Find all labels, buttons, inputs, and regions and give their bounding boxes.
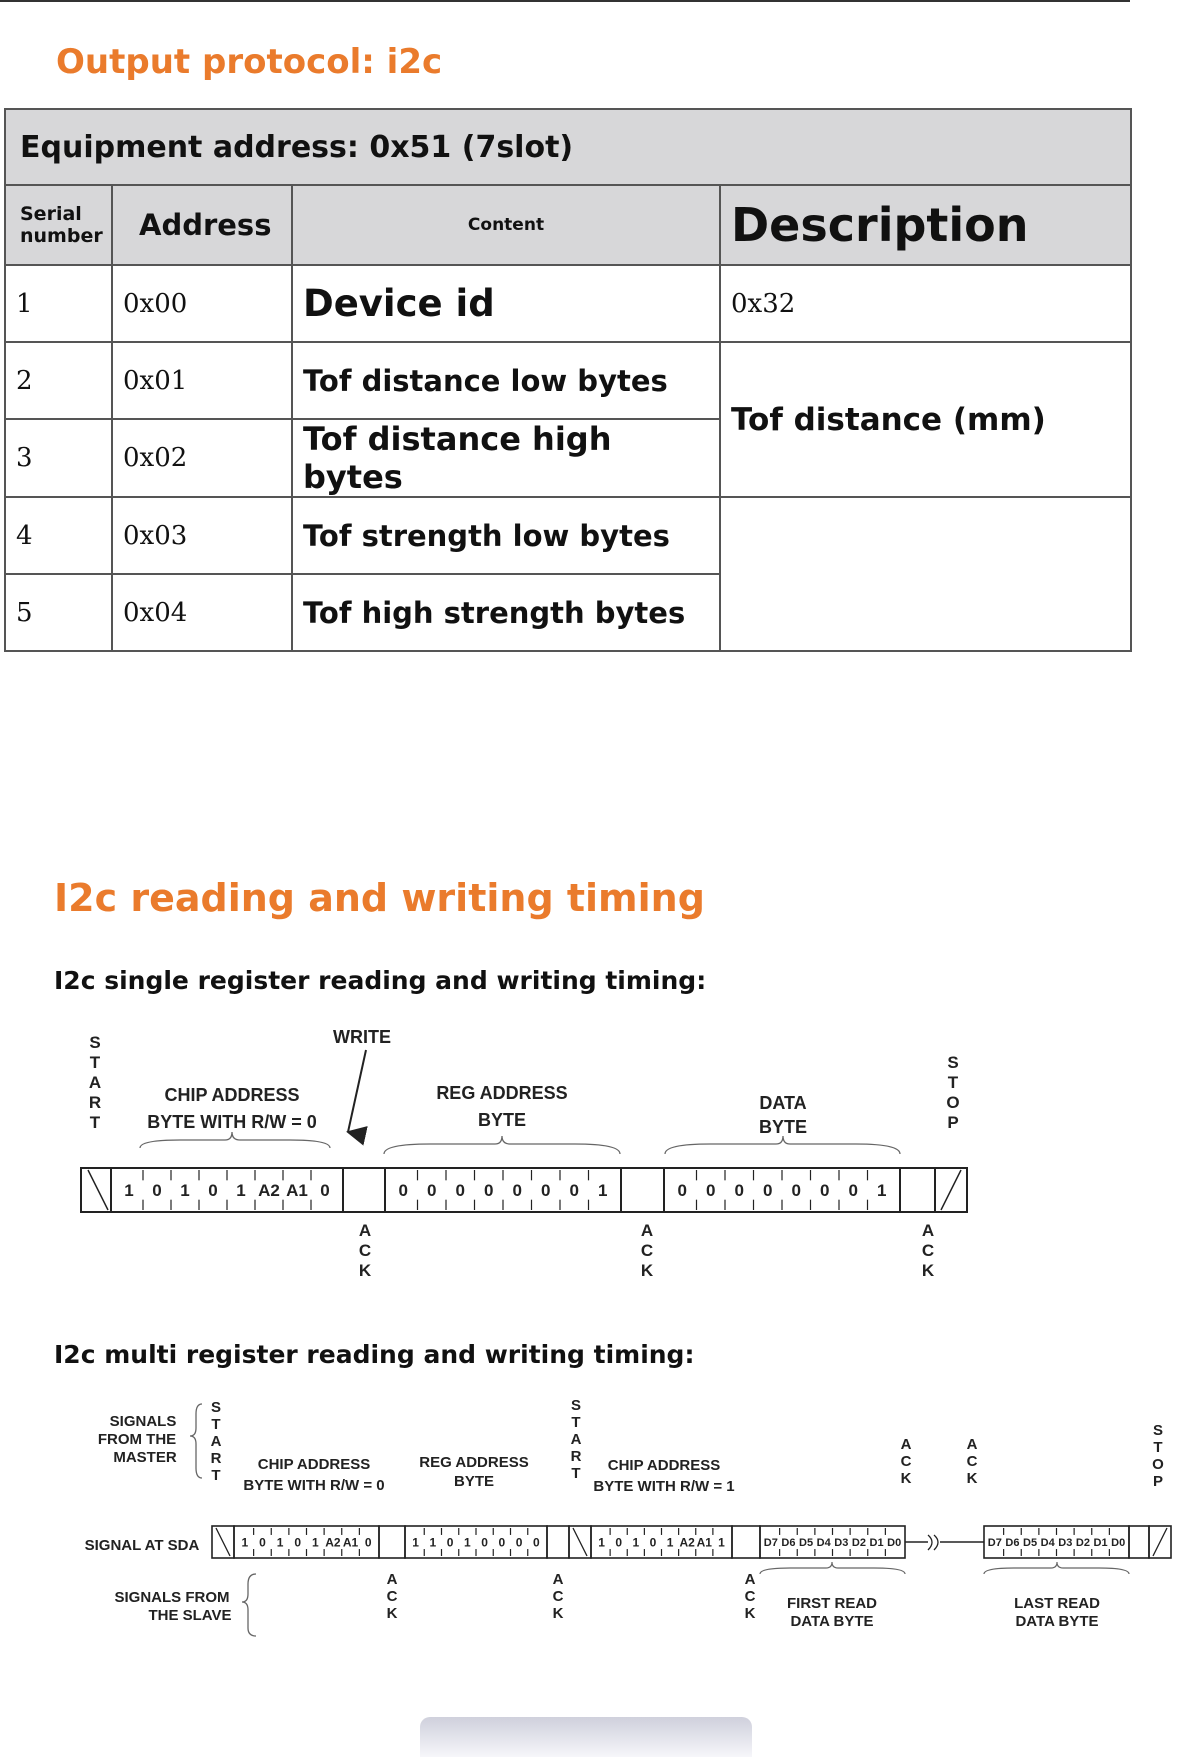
bit-value: 0 <box>706 1181 716 1201</box>
header-serial: Serial number <box>5 185 112 265</box>
bit-value: D2 <box>1075 1536 1090 1549</box>
top-divider <box>0 0 1130 2</box>
bit-value: A2 <box>258 1181 280 1201</box>
master-label-2: FROM THE <box>97 1431 177 1448</box>
description-cell: Tof distance (mm) <box>720 342 1131 497</box>
master-label-3: MASTER <box>113 1449 177 1466</box>
bit-value: 0 <box>615 1535 623 1550</box>
table-row <box>5 497 1131 574</box>
bit-value: 0 <box>481 1535 488 1550</box>
home-indicator <box>420 1717 752 1757</box>
chip1-label-2: BYTE WITH R/W = 1 <box>593 1478 735 1495</box>
first-read-label-1: FIRST READ <box>787 1595 877 1612</box>
register-table <box>4 108 1132 652</box>
bit-value: 1 <box>412 1535 419 1550</box>
serial-cell: 5 <box>5 574 112 651</box>
bit-value: 1 <box>718 1535 725 1550</box>
bit-value: D3 <box>834 1536 849 1549</box>
content-cell: Tof distance low bytes <box>292 342 720 419</box>
data-brace <box>665 1136 900 1154</box>
serial-cell: 1 <box>5 265 112 342</box>
single-timing-diagram <box>0 1010 1179 1310</box>
bit-value: 1 <box>598 1181 608 1201</box>
last-read-label-1: LAST READ <box>1014 1595 1100 1612</box>
bit-value: 0 <box>791 1181 801 1201</box>
master-brace <box>190 1404 202 1478</box>
chip0-label-1: CHIP ADDRESS <box>257 1456 371 1473</box>
ack-cell-1 <box>343 1168 385 1212</box>
content-cell: Device id <box>292 265 720 342</box>
header-content: Content <box>292 185 720 265</box>
bit-value: 1 <box>124 1181 134 1201</box>
data-label-2: BYTE <box>758 1117 808 1137</box>
bit-value: 0 <box>649 1535 657 1550</box>
description-cell: 0x32 <box>720 265 1131 342</box>
last-read-brace <box>984 1562 1129 1574</box>
data-label-1: DATA <box>759 1093 807 1113</box>
bit-value: 0 <box>320 1181 330 1201</box>
bit-value: 0 <box>446 1535 454 1550</box>
bit-value: 0 <box>484 1181 494 1201</box>
bit-value: D6 <box>781 1536 796 1549</box>
bit-value: D4 <box>1040 1536 1055 1549</box>
chip-brace <box>140 1132 330 1148</box>
bit-value: D2 <box>851 1536 866 1549</box>
stop-label: S T O P <box>1152 1422 1164 1490</box>
serial-cell: 4 <box>5 497 112 574</box>
bit-value: A2 <box>325 1535 341 1550</box>
stop-slash <box>941 1170 961 1210</box>
bit-value: 0 <box>427 1181 437 1201</box>
stop-slash <box>1153 1528 1167 1556</box>
bit-value: 1 <box>877 1181 887 1201</box>
write-arrow <box>348 1050 366 1132</box>
bit-value: D4 <box>816 1536 831 1549</box>
sda-label: SIGNAL AT SDA <box>84 1537 200 1554</box>
bit-value: D5 <box>1023 1536 1038 1549</box>
multi-timing-title: I2c multi register reading and writing timing: <box>54 1340 695 1369</box>
chip-label-2: BYTE WITH R/W = 0 <box>147 1112 317 1132</box>
ack-label: A C K <box>552 1571 564 1622</box>
last-read-label-2: DATA BYTE <box>1015 1613 1099 1630</box>
description-cell-empty <box>720 497 1131 651</box>
bit-value: A1 <box>286 1181 308 1201</box>
start-label: S T A R T <box>88 1033 102 1132</box>
address-cell: 0x04 <box>112 574 292 651</box>
protocol-title: Output protocol: i2c <box>56 42 443 82</box>
bit-value: 1 <box>666 1535 674 1550</box>
ack-cell-3 <box>900 1168 935 1212</box>
content-cell: Tof strength low bytes <box>292 497 720 574</box>
header-address: Address <box>112 185 292 265</box>
serial-cell: 2 <box>5 342 112 419</box>
bit-value: 1 <box>241 1535 249 1550</box>
chip0-label-2: BYTE WITH R/W = 0 <box>243 1477 385 1494</box>
bit-value: 0 <box>734 1181 744 1201</box>
bit-value: 0 <box>820 1181 830 1201</box>
ack-label: A C K <box>966 1436 978 1487</box>
bit-value: D5 <box>799 1536 814 1549</box>
bit-value: 1 <box>429 1535 437 1550</box>
bit-value: 0 <box>512 1181 522 1201</box>
ack-label: A C K <box>640 1221 654 1280</box>
bit-value: 0 <box>533 1535 540 1550</box>
bit-value: D0 <box>887 1536 902 1549</box>
bit-value: D7 <box>763 1536 778 1549</box>
start-label: S T A R T <box>570 1397 582 1482</box>
bit-value: 0 <box>455 1181 465 1201</box>
bit-value: 0 <box>152 1181 162 1201</box>
reg-label-1: REG ADDRESS <box>436 1083 568 1103</box>
table-row <box>5 265 1131 342</box>
slave-label-1: SIGNALS FROM <box>114 1589 230 1606</box>
bit-value: 1 <box>598 1535 605 1550</box>
bit-value: A1 <box>342 1535 359 1550</box>
break-mark <box>928 1535 938 1550</box>
chip-label-1: CHIP ADDRESS <box>164 1085 300 1105</box>
slave-brace <box>242 1574 256 1636</box>
bit-value: D7 <box>987 1536 1002 1549</box>
address-cell: 0x03 <box>112 497 292 574</box>
reg-label-2: BYTE <box>453 1473 495 1490</box>
bit-value: 0 <box>848 1181 858 1201</box>
reg-label-2: BYTE <box>477 1110 527 1130</box>
bit-value: 0 <box>677 1181 687 1201</box>
content-cell: Tof distance high bytes <box>292 419 720 497</box>
address-cell: 0x02 <box>112 419 292 497</box>
ack-label: A C K <box>386 1571 398 1622</box>
write-label: WRITE <box>333 1027 391 1047</box>
slave-label-2: THE SLAVE <box>148 1607 232 1624</box>
bit-value: 0 <box>498 1535 506 1550</box>
serial-cell: 3 <box>5 419 112 497</box>
bit-value: D3 <box>1058 1536 1073 1549</box>
bit-value: 1 <box>311 1535 319 1550</box>
chip1-label-1: CHIP ADDRESS <box>607 1457 721 1474</box>
first-read-brace <box>760 1562 905 1574</box>
bit-value: D6 <box>1005 1536 1020 1549</box>
ack-label: A C K <box>744 1571 756 1622</box>
master-label-1: SIGNALS <box>109 1413 177 1430</box>
bit-value: 1 <box>632 1535 640 1550</box>
ack-cell <box>732 1526 760 1558</box>
ack-label: A C K <box>921 1221 935 1280</box>
bit-value: A1 <box>696 1535 712 1550</box>
ack-label: A C K <box>358 1221 372 1280</box>
bit-value: 1 <box>180 1181 190 1201</box>
bit-value: 0 <box>294 1535 302 1550</box>
single-timing-title: I2c single register reading and writing timing: <box>54 966 707 995</box>
reg-brace <box>384 1136 620 1154</box>
reg-label-1: REG ADDRESS <box>419 1454 529 1471</box>
bit-value: 0 <box>398 1181 408 1201</box>
bit-value: 0 <box>515 1535 523 1550</box>
bit-value: 0 <box>364 1535 372 1550</box>
ack-label: A C K <box>900 1436 912 1487</box>
bit-value: 1 <box>464 1535 471 1550</box>
bit-value: 0 <box>541 1181 551 1201</box>
bit-value: D0 <box>1111 1536 1126 1549</box>
address-cell: 0x00 <box>112 265 292 342</box>
start-slash <box>216 1528 230 1556</box>
address-cell: 0x01 <box>112 342 292 419</box>
nack-cell <box>1129 1526 1149 1558</box>
start-slash <box>88 1170 108 1210</box>
ack-cell-2 <box>621 1168 664 1212</box>
bit-value: 0 <box>763 1181 773 1201</box>
table-row <box>5 342 1131 419</box>
bit-value: 1 <box>236 1181 246 1201</box>
stop-label: S T O P <box>946 1053 960 1132</box>
header-description: Description <box>720 185 1131 265</box>
bit-value: 1 <box>276 1535 284 1550</box>
bit-value: A2 <box>679 1535 695 1550</box>
content-cell: Tof high strength bytes <box>292 574 720 651</box>
ack-cell <box>547 1526 569 1558</box>
restart-slash <box>573 1528 587 1556</box>
ack-cell <box>379 1526 405 1558</box>
timing-title: I2c reading and writing timing <box>54 876 705 920</box>
multi-timing-diagram <box>0 1390 1179 1650</box>
equipment-address: Equipment address: 0x51 (7slot) <box>5 109 1131 185</box>
first-read-label-2: DATA BYTE <box>790 1613 874 1630</box>
bit-value: D1 <box>869 1536 884 1549</box>
bit-value: D1 <box>1093 1536 1108 1549</box>
bit-value: 0 <box>259 1535 266 1550</box>
bit-value: 0 <box>569 1181 579 1201</box>
bit-value: 0 <box>208 1181 218 1201</box>
start-label: S T A R T <box>210 1399 222 1484</box>
